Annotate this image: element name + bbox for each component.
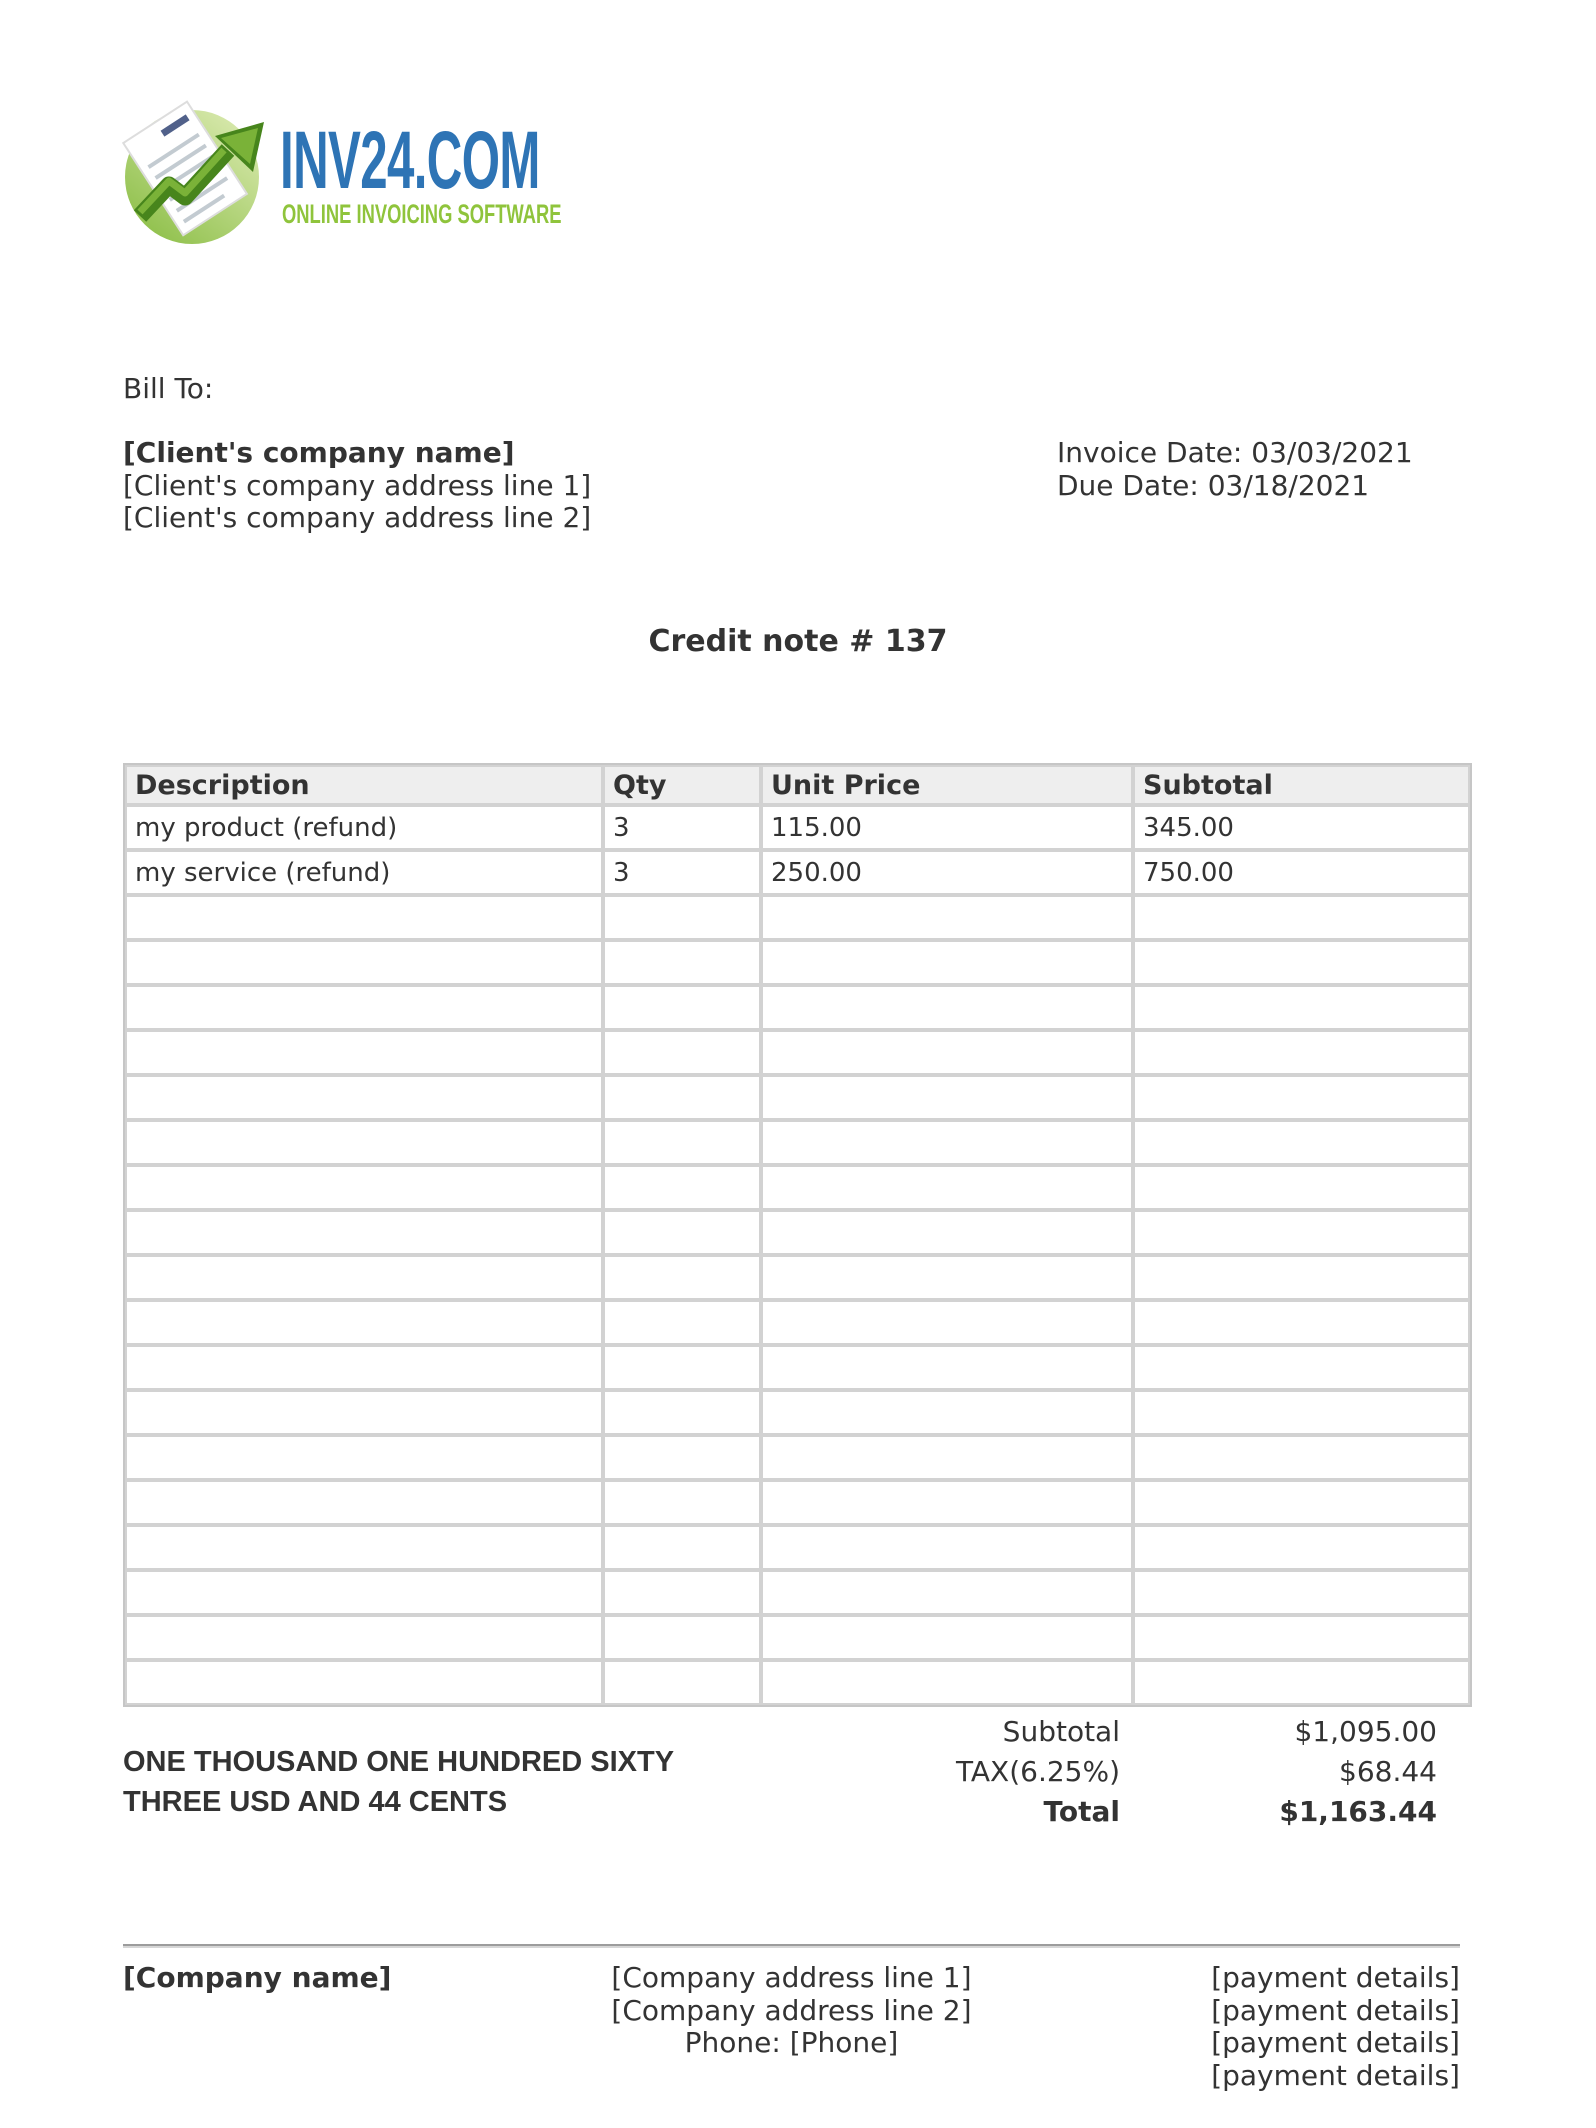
cell-subtotal [1133,1255,1470,1300]
cell-subtotal [1133,1435,1470,1480]
cell-qty [603,1480,761,1525]
cell-subtotal [1133,1210,1470,1255]
cell-subtotal [1133,1525,1470,1570]
total-row [940,1792,1437,1832]
cell-description [125,1210,603,1255]
cell-subtotal [1133,1165,1470,1210]
empty-table-row [125,1480,1470,1525]
empty-table-row [125,985,1470,1030]
subtotal-label: Subtotal [1002,1715,1120,1748]
cell-qty [603,1345,761,1390]
cell-unit-price [761,1075,1133,1120]
cell-subtotal [1133,1615,1470,1660]
cell-description [125,1480,603,1525]
cell-description [125,1165,603,1210]
empty-table-row [125,1300,1470,1345]
cell-unit-price: 250.00 [761,850,1133,895]
empty-table-row [125,1570,1470,1615]
cell-subtotal [1133,1120,1470,1165]
cell-subtotal [1133,895,1470,940]
page-footer [123,1962,1460,2092]
cell-unit-price [761,1255,1133,1300]
total-label: Total [1043,1795,1120,1828]
cell-subtotal [1133,1345,1470,1390]
empty-table-row [125,1120,1470,1165]
due-date-value: 03/18/2021 [1207,468,1370,502]
tax-row [940,1752,1437,1792]
invoice-chart-icon [112,98,282,248]
cell-qty [603,895,761,940]
footer-payment-details [1072,1962,1460,2092]
cell-unit-price [761,1660,1133,1705]
cell-unit-price [761,1300,1133,1345]
invoice-date-label: Invoice Date: [1057,436,1243,469]
empty-table-row [125,895,1470,940]
tax-label: TAX(6.25%) [955,1755,1120,1788]
column-header-qty: Qty [603,765,761,805]
cell-description [125,985,603,1030]
cell-unit-price [761,1570,1133,1615]
empty-table-row [125,1075,1470,1120]
page-title: Credit note # 137 [648,624,948,659]
payment-details-line: [payment details] [1211,2026,1460,2059]
column-header-description: Description [125,765,603,805]
cell-unit-price: 115.00 [761,805,1133,850]
table-row [125,805,1470,850]
cell-subtotal: 750.00 [1133,850,1470,895]
cell-subtotal [1133,1390,1470,1435]
empty-table-row [125,940,1470,985]
cell-unit-price [761,1030,1133,1075]
cell-qty [603,1570,761,1615]
cell-description [125,1435,603,1480]
cell-description [125,1120,603,1165]
cell-unit-price [761,985,1133,1030]
cell-description [125,1075,603,1120]
cell-unit-price [761,1435,1133,1480]
cell-subtotal [1133,940,1470,985]
due-date-label: Due Date: [1057,468,1199,502]
cell-description [125,940,603,985]
empty-table-row [125,1345,1470,1390]
subtotal-value: $1,095.00 [1294,1715,1437,1748]
cell-description: my product (refund) [125,805,603,850]
cell-qty: 3 [603,805,761,850]
empty-table-row [125,1030,1470,1075]
amount-in-words: ONE THOUSAND ONE HUNDRED SIXTY THREE USD AND 44 CENTS [123,1746,674,1818]
cell-unit-price [761,895,1133,940]
cell-subtotal [1133,1075,1470,1120]
cell-qty [603,1525,761,1570]
cell-subtotal [1133,1300,1470,1345]
cell-qty [603,1435,761,1480]
cell-subtotal [1133,1030,1470,1075]
cell-qty [603,1210,761,1255]
cell-description: my service (refund) [125,850,603,895]
cell-qty [603,1075,761,1120]
client-address-line-2: [Client's company address line 2] [123,501,592,534]
invoice-date-value: 03/03/2021 [1251,436,1413,469]
logo-tagline: ONLINE INVOICING SOFTWARE [282,199,562,229]
cell-unit-price [761,1615,1133,1660]
payment-details-line: [payment details] [1211,2058,1460,2092]
cell-qty [603,1300,761,1345]
cell-unit-price [761,1120,1133,1165]
cell-subtotal: 345.00 [1133,805,1470,850]
payment-details-line: [payment details] [1211,1961,1460,1994]
cell-qty: 3 [603,850,761,895]
cell-qty [603,1615,761,1660]
inv24-logo [112,96,572,246]
cell-unit-price [761,1480,1133,1525]
cell-description [125,1390,603,1435]
cell-subtotal [1133,1660,1470,1705]
cell-description [125,1660,603,1705]
invoice-date-row [1057,437,1413,470]
footer-contact-line: [Company address line 2] [611,1993,972,2027]
client-address-line-1: [Client's company address line 1] [123,468,592,502]
empty-table-row [125,1390,1470,1435]
tax-value: $68.44 [1339,1755,1437,1788]
due-date-row [1057,470,1413,503]
empty-table-row [125,1660,1470,1705]
cell-description [125,1525,603,1570]
cell-qty [603,1030,761,1075]
cell-unit-price [761,1390,1133,1435]
cell-description [125,895,603,940]
cell-description [125,1345,603,1390]
column-header-subtotal: Subtotal [1133,765,1470,805]
cell-subtotal [1133,985,1470,1030]
cell-unit-price [761,1210,1133,1255]
cell-description [125,1255,603,1300]
logo-wordmark: INV24.COM [280,115,540,206]
footer-company-name: [Company name] [123,1961,392,1994]
cell-qty [603,985,761,1030]
cell-qty [603,1120,761,1165]
payment-details-line: [payment details] [1211,1993,1460,2027]
totals-block [940,1712,1437,1832]
cell-unit-price [761,1165,1133,1210]
column-header-unit-price: Unit Price [761,765,1133,805]
bill-to-label: Bill To: [123,372,214,405]
empty-table-row [125,1435,1470,1480]
empty-table-row [125,1615,1470,1660]
empty-table-row [125,1165,1470,1210]
empty-table-row [125,1525,1470,1570]
footer-divider [123,1944,1460,1948]
cell-description [125,1030,603,1075]
footer-contact-line: [Company address line 1] [611,1961,972,1994]
client-block [123,437,591,535]
cell-description [125,1300,603,1345]
cell-qty [603,1165,761,1210]
client-company-name: [Client's company name] [123,436,515,469]
line-items-body [125,805,1470,1705]
subtotal-row [940,1712,1437,1752]
footer-contact-line: Phone: [Phone] [684,2026,899,2059]
line-items-table [123,763,1472,1707]
cell-subtotal [1133,1570,1470,1615]
cell-unit-price [761,940,1133,985]
cell-description [125,1570,603,1615]
total-value: $1,163.44 [1279,1795,1437,1828]
cell-qty [603,1660,761,1705]
cell-qty [603,1255,761,1300]
cell-unit-price [761,1525,1133,1570]
footer-company-contact [511,1962,1073,2092]
cell-unit-price [761,1345,1133,1390]
table-row [125,850,1470,895]
empty-table-row [125,1210,1470,1255]
empty-table-row [125,1255,1470,1300]
table-header-row [125,765,1470,805]
cell-description [125,1615,603,1660]
cell-qty [603,940,761,985]
cell-subtotal [1133,1480,1470,1525]
dates-block [1057,437,1413,502]
cell-qty [603,1390,761,1435]
